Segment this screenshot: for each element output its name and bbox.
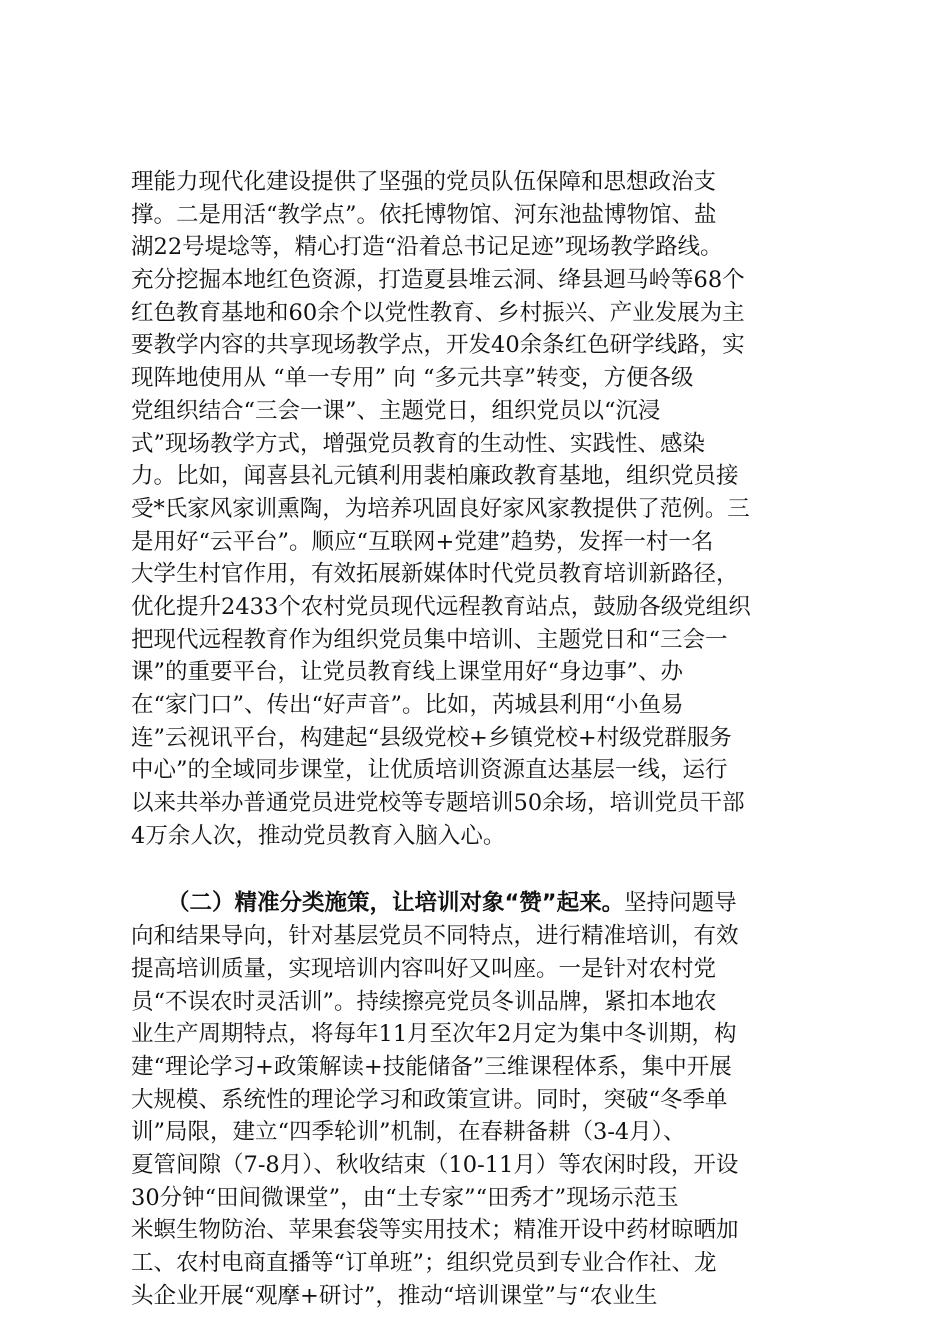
text-line: 以来共举办普通党员进党校等专题培训50余场，培训党员干部 — [131, 790, 745, 817]
text-line: 建“理论学习+政策解读+技能储备”三维课程体系，集中开展 — [131, 1053, 732, 1080]
text-line: 连”云视讯平台，构建起“县级党校+乡镇党校+村级党群服务 — [131, 724, 732, 751]
text-line: 夏管间隙（7-8月）、秋收结束（10-11月）等农闲时段，开设 — [131, 1151, 739, 1178]
text-line: 理能力现代化建设提供了坚强的党员队伍保障和思想政治支 — [131, 169, 717, 195]
text-line: 向和结果导向，针对基层党员不同特点，进行精准培训，有效 — [131, 923, 739, 950]
text-line: 红色教育基地和60余个以党性教育、乡村振兴、产业发展为主 — [131, 299, 745, 326]
text-line: 业生产周期特点，将每年11月至次年2月定为集中冬训期，构 — [131, 1021, 737, 1048]
text-line: 在“家门口”、传出“好声音”。比如，芮城县利用“小鱼易 — [131, 692, 684, 718]
paragraph-2 — [131, 887, 831, 1312]
document-body — [131, 166, 831, 1312]
text-line: 工、农村电商直播等“订单班”；组织党员到专业合作社、龙 — [131, 1250, 717, 1276]
text-line: 30分钟“田间微课堂”，由“土专家”“田秀才”现场示范玉 — [131, 1184, 679, 1211]
text-line: 训”局限，建立“四季轮训”机制，在春耕备耕（3-4月）、 — [131, 1119, 686, 1146]
text-line: 式”现场教学方式，增强党员教育的生动性、实践性、感染 — [131, 430, 706, 457]
section-heading: （二）精准分类施策，让培训对象“赞”起来。 — [167, 890, 625, 917]
text-run: 坚持问题导 — [624, 890, 737, 917]
paragraph-spacer — [131, 852, 831, 887]
text-line: 现阵地使用从 “单一专用” 向 “多元共享”转变，方便各级 — [131, 365, 694, 392]
text-line: 要教学内容的共享现场教学点，开发40余条红色研学线路，实 — [131, 332, 745, 359]
paragraph-1 — [131, 166, 831, 852]
text-line: 撑。二是用活“教学点”。依托博物馆、河东池盐博物馆、盐 — [131, 201, 717, 228]
text-line: 充分挖掘本地红色资源，打造夏县堆云洞、绛县迴马岭等68个 — [131, 267, 745, 294]
text-line: 党组织结合“三会一课”、主题党日，组织党员以“沉浸 — [131, 397, 661, 424]
text-line: 大学生村官作用，有效拓展新媒体时代党员教育培训新路径， — [131, 561, 739, 588]
text-line: 湖22号堤埝等，精心打造“沿着总书记足迹”现场教学路线。 — [131, 234, 723, 261]
text-line: 大规模、系统性的理论学习和政策宣讲。同时，突破“冬季单 — [131, 1086, 728, 1113]
text-line: 优化提升2433个农村党员现代远程教育站点，鼓励各级党组织 — [131, 593, 751, 620]
text-line: 员“不误农时灵活训”。持续擦亮党员冬训品牌，紧扣本地农 — [131, 988, 717, 1015]
text-line: 头企业开展“观摩+研讨”，推动“培训课堂”与“农业生 — [131, 1282, 658, 1309]
text-line: 力。比如，闻喜县礼元镇利用裴柏廉政教育基地，组织党员接 — [131, 463, 739, 490]
text-line: 中心”的全域同步课堂，让优质培训资源直达基层一线，运行 — [131, 757, 728, 784]
paragraph-first-line — [131, 887, 831, 920]
text-line: 4万余人次，推动党员教育入脑入心。 — [131, 822, 506, 849]
text-line: 提高培训质量，实现培训内容叫好又叫座。一是针对农村党 — [131, 955, 717, 982]
text-line: 课”的重要平台，让党员教育线上课堂用好“身边事”、办 — [131, 659, 684, 686]
text-line: 受*氏家风家训熏陶，为培养巩固良好家风家教提供了范例。三 — [131, 495, 750, 522]
text-line: 是用好“云平台”。顺应“互联网+党建”趋势，发挥一村一名 — [131, 528, 714, 555]
text-line: 米螟生物防治、苹果套袋等实用技术；精准开设中药材晾晒加 — [131, 1217, 739, 1244]
text-line: 把现代远程教育作为组织党员集中培训、主题党日和“三会一 — [131, 626, 728, 653]
